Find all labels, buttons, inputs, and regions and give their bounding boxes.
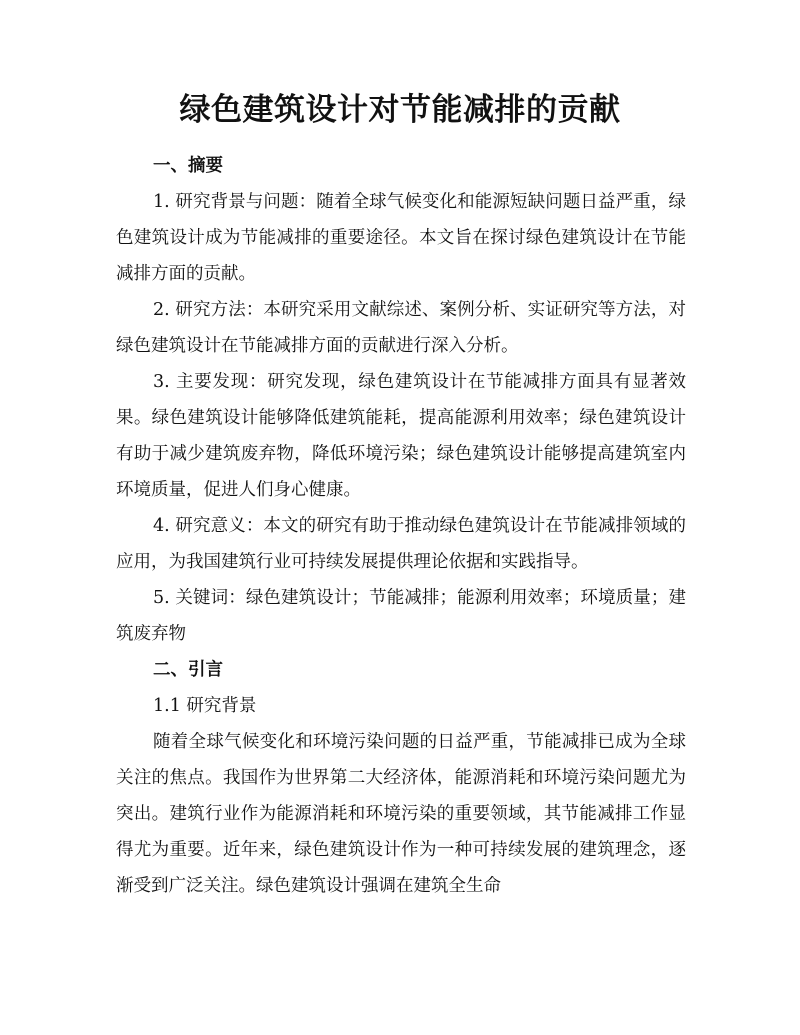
abstract-item-method: 2. 研究方法：本研究采用文献综述、案例分析、实证研究等方法，对绿色建筑设计在节能减排方面的贡献进行深入分析。: [116, 300, 686, 356]
document-body: [116, 148, 686, 904]
abstract-item-significance: 4. 研究意义：本文的研究有助于推动绿色建筑设计在节能减排领域的应用，为我国建筑行业可持续发展提供理论依据和实践指导。: [116, 516, 686, 572]
abstract-item-background: 1. 研究背景与问题：随着全球气候变化和能源短缺问题日益严重，绿色建筑设计成为节能减排的重要途径。本文旨在探讨绿色建筑设计在节能减排方面的贡献。: [116, 192, 686, 284]
document-title: 绿色建筑设计对节能减排的贡献: [179, 92, 621, 128]
introduction-paragraph: 随着全球气候变化和环境污染问题的日益严重，节能减排已成为全球关注的焦点。我国作为世界第二大经济体，能源消耗和环境污染问题尤为突出。建筑行业作为能源消耗和环境污染的重要领域，其节能减排工作显得尤为重要。近年来，绿色建筑设计作为一种可持续发展的建筑理念，逐渐受到广泛关注。绿色建筑设计强调在建筑全生命: [116, 732, 686, 896]
section-heading-introduction: 二、引言: [153, 660, 223, 680]
section-heading-abstract: 一、摘要: [153, 156, 223, 176]
subsection-heading-background: 1.1 研究背景: [153, 696, 257, 716]
abstract-item-findings: 3. 主要发现：研究发现，绿色建筑设计在节能减排方面具有显著效果。绿色建筑设计能够降低建筑能耗，提高能源利用效率；绿色建筑设计有助于减少建筑废弃物，降低环境污染；绿色建筑设计能够提高建筑室内环境质量，促进人们身心健康。: [116, 372, 686, 500]
abstract-item-keywords: 5. 关键词：绿色建筑设计；节能减排；能源利用效率；环境质量；建筑废弃物: [116, 588, 686, 644]
